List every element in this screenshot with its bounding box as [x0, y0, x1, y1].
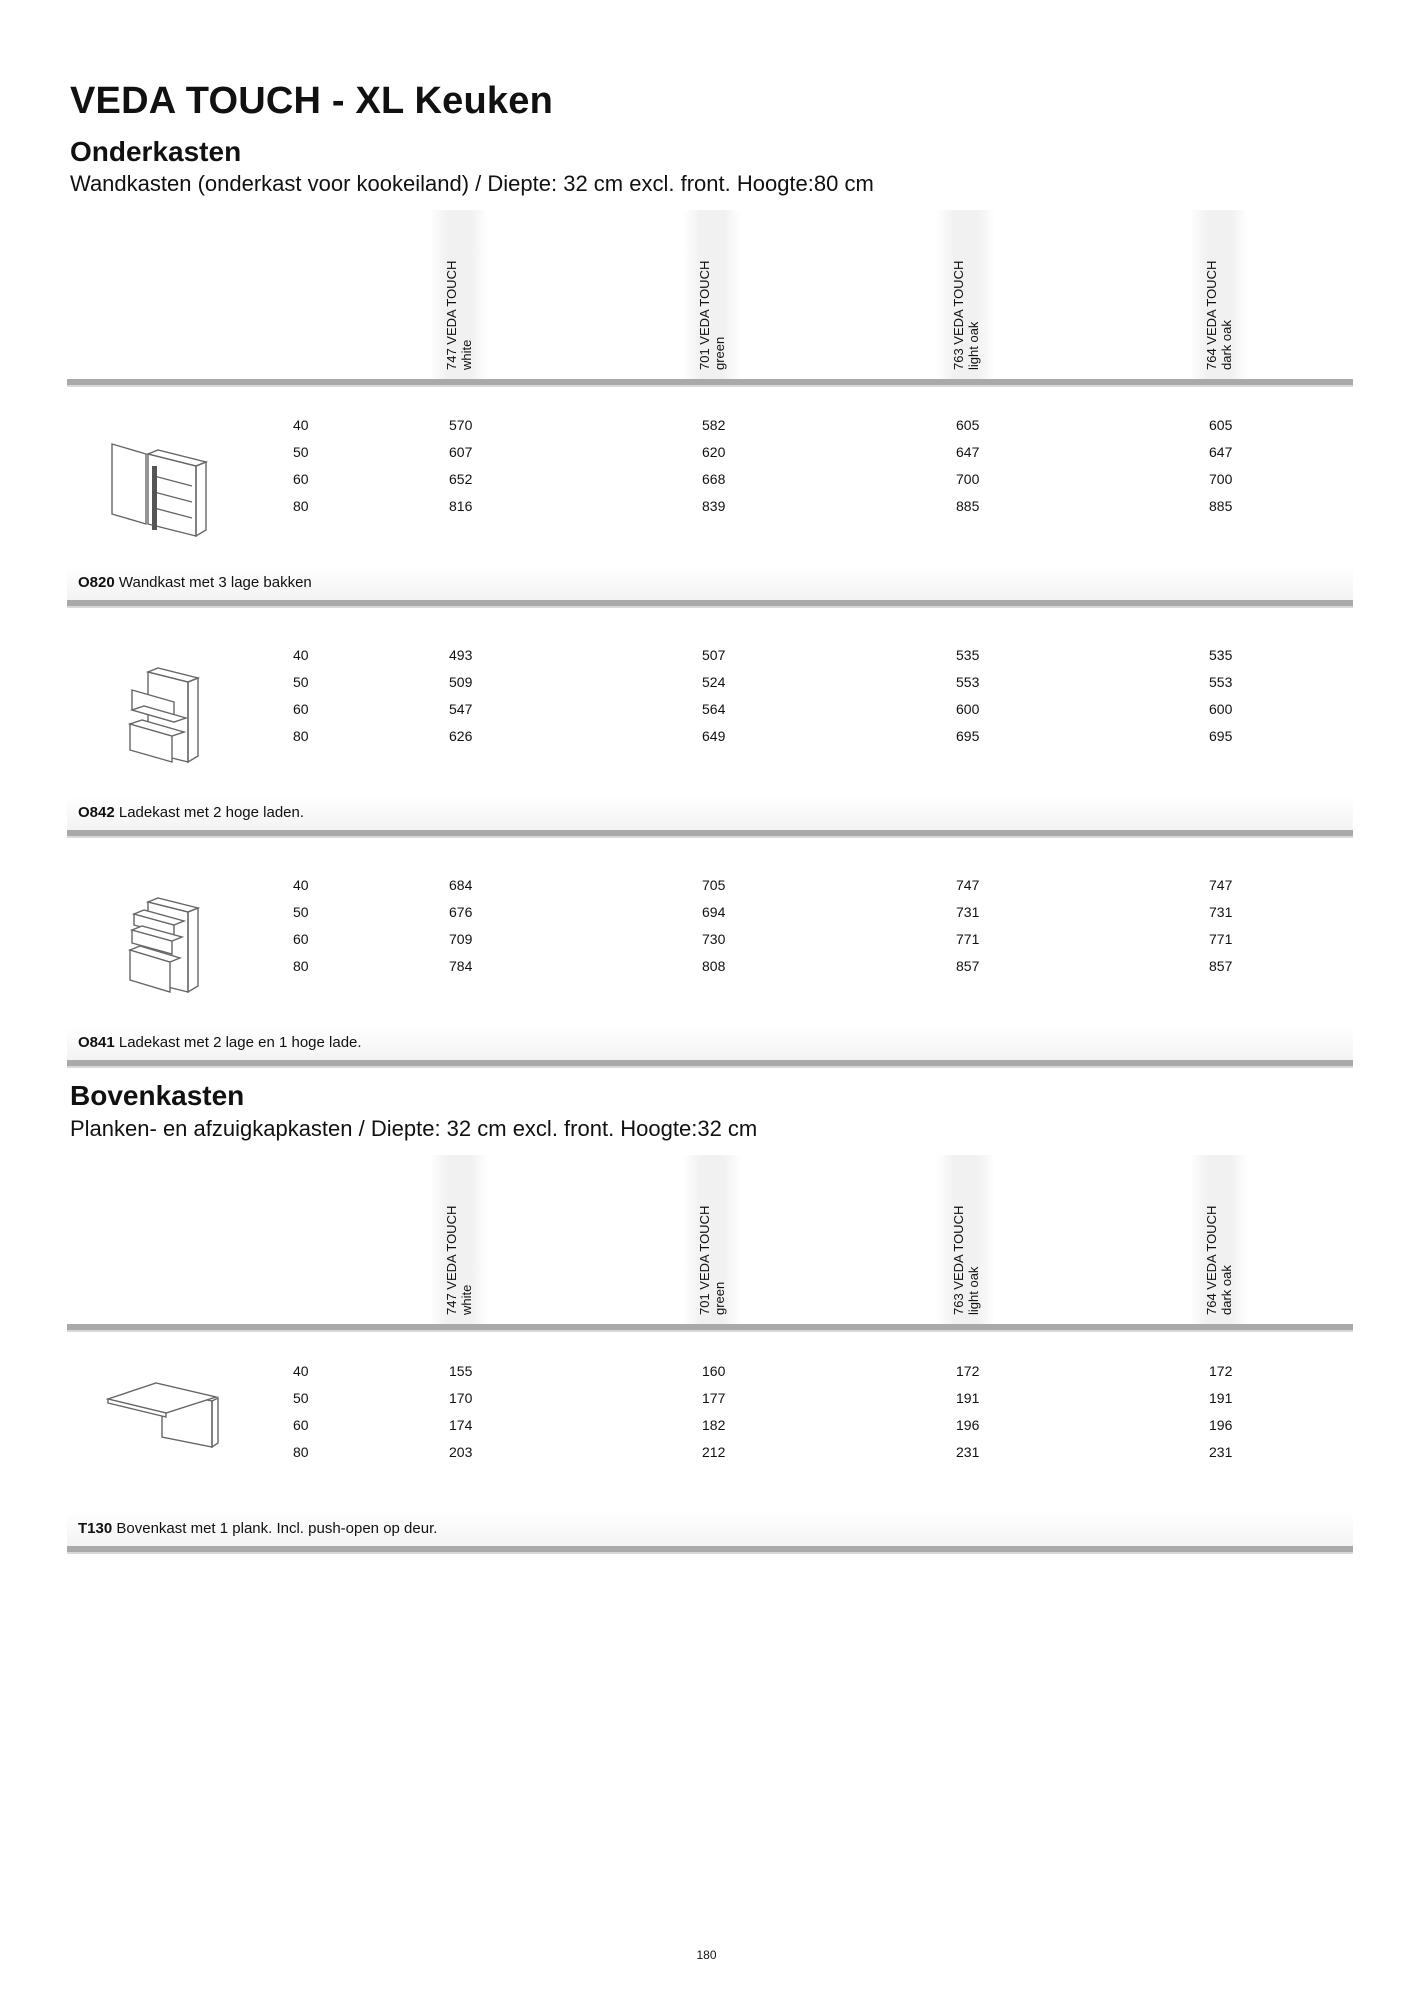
price-cell: 170 — [449, 1390, 473, 1406]
price-cell: 600 — [956, 701, 980, 717]
column-header-line2: green — [712, 1281, 727, 1315]
product-caption-o842 — [67, 796, 1353, 830]
product-description: Ladekast met 2 hoge laden. — [118, 804, 305, 821]
size-cell: 40 — [293, 877, 309, 893]
table-row — [0, 904, 1413, 931]
column-header-green — [683, 210, 741, 380]
price-cell: 816 — [449, 498, 473, 514]
price-cell: 839 — [702, 498, 726, 514]
product-description: Wandkast met 3 lage bakken — [118, 574, 312, 591]
column-header-dark-oak — [1190, 210, 1248, 380]
price-cell: 885 — [1209, 498, 1233, 514]
price-cell: 582 — [702, 417, 726, 433]
price-cell: 652 — [449, 471, 473, 487]
table-row — [0, 701, 1413, 728]
price-cell: 620 — [702, 444, 726, 460]
price-cell: 684 — [449, 877, 473, 893]
table-rule — [67, 600, 1353, 608]
price-cell: 784 — [449, 958, 473, 974]
price-cell: 493 — [449, 647, 473, 663]
price-cell: 695 — [956, 728, 980, 744]
price-cell: 626 — [449, 728, 473, 744]
price-cell: 160 — [702, 1363, 726, 1379]
price-cell: 647 — [956, 444, 980, 460]
column-headers — [0, 210, 1413, 380]
size-cell: 50 — [293, 674, 309, 690]
price-cell: 605 — [1209, 417, 1233, 433]
price-cell: 731 — [956, 904, 980, 920]
price-cell: 231 — [1209, 1444, 1233, 1460]
column-header-line1: 701 VEDA TOUCH — [697, 1205, 712, 1315]
product-code: O820 — [78, 574, 115, 591]
product-code: T130 — [78, 1520, 113, 1537]
size-cell: 80 — [293, 498, 309, 514]
table-rule — [67, 830, 1353, 838]
product-code: O842 — [78, 804, 115, 821]
price-cell: 700 — [956, 471, 980, 487]
price-cell: 191 — [956, 1390, 980, 1406]
product-description: Ladekast met 2 lage en 1 hoge lade. — [118, 1034, 362, 1051]
price-cell: 507 — [702, 647, 726, 663]
price-cell: 547 — [449, 701, 473, 717]
table-row — [0, 1363, 1413, 1390]
column-header-green — [683, 1155, 741, 1325]
table-row — [0, 1417, 1413, 1444]
price-cell: 730 — [702, 931, 726, 947]
column-header-line1: 747 VEDA TOUCH — [444, 1205, 459, 1315]
price-cell: 196 — [1209, 1417, 1233, 1433]
product-caption-o820 — [67, 566, 1353, 600]
price-cell: 676 — [449, 904, 473, 920]
price-cell: 174 — [449, 1417, 473, 1433]
price-cell: 808 — [702, 958, 726, 974]
column-header-light-oak — [937, 1155, 995, 1325]
price-cell: 509 — [449, 674, 473, 690]
price-cell: 212 — [702, 1444, 726, 1460]
price-cell: 705 — [702, 877, 726, 893]
column-header-dark-oak — [1190, 1155, 1248, 1325]
price-cell: 857 — [1209, 958, 1233, 974]
size-cell: 50 — [293, 444, 309, 460]
column-header-line1: 701 VEDA TOUCH — [697, 260, 712, 370]
price-cell: 172 — [1209, 1363, 1233, 1379]
column-header-line2: green — [712, 336, 727, 370]
table-rule — [67, 1546, 1353, 1554]
size-cell: 60 — [293, 471, 309, 487]
table-rule — [67, 1324, 1353, 1332]
price-cell: 694 — [702, 904, 726, 920]
size-cell: 80 — [293, 958, 309, 974]
size-cell: 50 — [293, 904, 309, 920]
price-cell: 647 — [1209, 444, 1233, 460]
price-cell: 535 — [1209, 647, 1233, 663]
size-cell: 40 — [293, 647, 309, 663]
price-cell: 857 — [956, 958, 980, 974]
size-cell: 60 — [293, 701, 309, 717]
table-row — [0, 498, 1413, 525]
column-header-line1: 747 VEDA TOUCH — [444, 260, 459, 370]
price-cell: 600 — [1209, 701, 1233, 717]
size-cell: 50 — [293, 1390, 309, 1406]
column-header-white — [430, 1155, 488, 1325]
size-cell: 80 — [293, 1444, 309, 1460]
column-header-line1: 764 VEDA TOUCH — [1204, 260, 1219, 370]
size-cell: 40 — [293, 417, 309, 433]
table-row — [0, 444, 1413, 471]
column-header-line2: white — [459, 1284, 474, 1315]
table-row — [0, 931, 1413, 958]
price-cell: 196 — [956, 1417, 980, 1433]
column-header-line2: white — [459, 339, 474, 370]
price-cell: 203 — [449, 1444, 473, 1460]
table-row — [0, 647, 1413, 674]
size-cell: 40 — [293, 1363, 309, 1379]
price-cell: 607 — [449, 444, 473, 460]
price-cell: 771 — [1209, 931, 1233, 947]
table-row — [0, 471, 1413, 498]
section-subtitle-onderkasten: Wandkasten (onderkast voor kookeiland) / Diepte: 32 cm excl. front. Hoogte:80 cm — [70, 171, 874, 196]
size-cell: 80 — [293, 728, 309, 744]
product-caption-o841 — [67, 1026, 1353, 1060]
column-header-line2: dark oak — [1219, 320, 1234, 370]
price-cell: 771 — [956, 931, 980, 947]
product-code: O841 — [78, 1034, 115, 1051]
price-cell: 553 — [956, 674, 980, 690]
table-rule — [67, 1060, 1353, 1068]
price-cell: 747 — [956, 877, 980, 893]
column-header-line2: light oak — [966, 321, 981, 370]
price-cell: 649 — [702, 728, 726, 744]
table-row — [0, 417, 1413, 444]
price-cell: 570 — [449, 417, 473, 433]
price-cell: 231 — [956, 1444, 980, 1460]
price-cell: 155 — [449, 1363, 473, 1379]
section-title-onderkasten: Onderkasten — [70, 136, 242, 167]
price-cell: 553 — [1209, 674, 1233, 690]
column-headers — [0, 1155, 1413, 1325]
table-row — [0, 728, 1413, 755]
table-row — [0, 958, 1413, 985]
price-cell: 700 — [1209, 471, 1233, 487]
price-cell: 535 — [956, 647, 980, 663]
table-row — [0, 674, 1413, 701]
product-caption-t130 — [67, 1512, 1353, 1546]
column-header-line1: 764 VEDA TOUCH — [1204, 1205, 1219, 1315]
price-cell: 564 — [702, 701, 726, 717]
column-header-white — [430, 210, 488, 380]
size-cell: 60 — [293, 1417, 309, 1433]
column-header-line2: dark oak — [1219, 1265, 1234, 1315]
price-cell: 172 — [956, 1363, 980, 1379]
column-header-line1: 763 VEDA TOUCH — [951, 260, 966, 370]
price-cell: 177 — [702, 1390, 726, 1406]
price-cell: 747 — [1209, 877, 1233, 893]
page-title: VEDA TOUCH - XL Keuken — [70, 80, 553, 122]
price-cell: 605 — [956, 417, 980, 433]
column-header-light-oak — [937, 210, 995, 380]
price-cell: 885 — [956, 498, 980, 514]
section-subtitle-bovenkasten: Planken- en afzuigkapkasten / Diepte: 32 cm excl. front. Hoogte:32 cm — [70, 1116, 758, 1141]
table-row — [0, 1390, 1413, 1417]
column-header-line1: 763 VEDA TOUCH — [951, 1205, 966, 1315]
table-row — [0, 1444, 1413, 1471]
price-cell: 731 — [1209, 904, 1233, 920]
size-cell: 60 — [293, 931, 309, 947]
price-cell: 668 — [702, 471, 726, 487]
price-cell: 182 — [702, 1417, 726, 1433]
page-number: 180 — [696, 1948, 717, 1962]
table-row — [0, 877, 1413, 904]
table-rule — [67, 379, 1353, 387]
price-cell: 191 — [1209, 1390, 1233, 1406]
product-description: Bovenkast met 1 plank. Incl. push-open op deur. — [116, 1520, 438, 1537]
price-cell: 695 — [1209, 728, 1233, 744]
price-cell: 709 — [449, 931, 473, 947]
price-cell: 524 — [702, 674, 726, 690]
column-header-line2: light oak — [966, 1266, 981, 1315]
section-title-bovenkasten: Bovenkasten — [70, 1080, 245, 1111]
